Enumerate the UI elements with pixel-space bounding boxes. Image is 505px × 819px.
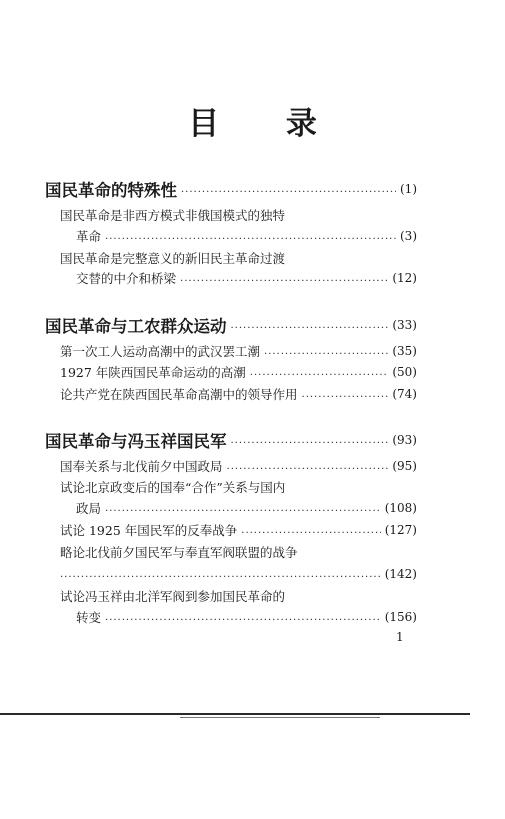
page-ref: (12) [392, 271, 417, 285]
toc-entry[interactable] [60, 477, 417, 497]
page-ref: (156) [384, 610, 417, 624]
page-ref: (74) [392, 387, 417, 401]
page-ref: (50) [392, 365, 417, 379]
page-ref: (142) [384, 567, 417, 581]
page-ref: (93) [392, 433, 417, 447]
toc-entry-continuation[interactable] [60, 564, 417, 584]
entry-title: 试论冯玉祥由北洋军阀到参加国民革命的 [60, 589, 286, 604]
toc-entry[interactable] [60, 248, 417, 268]
page-ref: (33) [392, 318, 417, 332]
leader-dots [227, 461, 389, 472]
entry-title-cont: 交替的中介和桥梁 [76, 271, 177, 286]
bottom-rule-secondary [180, 717, 380, 718]
toc-entry[interactable] [60, 520, 417, 540]
bottom-rule [0, 713, 470, 715]
toc-entry[interactable] [60, 205, 417, 225]
page-ref: (95) [392, 459, 417, 473]
entry-title: 论共产党在陕西国民革命高潮中的领导作用 [60, 387, 298, 402]
leader-dots [105, 612, 381, 623]
leader-dots [231, 435, 389, 446]
entry-title-cont: 政局 [76, 501, 102, 516]
toc-entry-continuation[interactable] [76, 607, 417, 627]
toc-entry[interactable] [60, 341, 417, 361]
section-heading[interactable] [45, 177, 417, 201]
toc-entry-continuation[interactable] [76, 498, 417, 518]
toc-entry[interactable] [60, 384, 417, 404]
page-title: 目 录 [188, 106, 345, 142]
entry-title: 略论北伐前夕国民军与奉直军阀联盟的战争 [60, 545, 298, 560]
leader-dots [241, 525, 380, 536]
entry-title: 国民革命是完整意义的新旧民主革命过渡 [60, 251, 286, 266]
leader-dots [181, 184, 396, 195]
entry-title-cont: 革命 [76, 229, 102, 244]
leader-dots [180, 273, 388, 284]
toc-entry[interactable] [60, 362, 417, 382]
page-ref: (35) [392, 344, 417, 358]
leader-dots [105, 503, 381, 514]
leader-dots [60, 569, 381, 580]
entry-title: 1927 年陕西国民革命运动的高潮 [60, 365, 246, 380]
entry-title-cont: 转变 [76, 610, 102, 625]
section-title: 国民革命与工农群众运动 [45, 317, 227, 336]
entry-title: 第一次工人运动高潮中的武汉罢工潮 [60, 344, 261, 359]
entry-title: 国民革命是非西方模式非俄国模式的独特 [60, 208, 286, 223]
toc-entry[interactable] [60, 586, 417, 606]
section-heading[interactable] [45, 428, 417, 452]
page-ref: (127) [384, 523, 417, 537]
entry-title: 国奉关系与北伐前夕中国政局 [60, 459, 223, 474]
entry-title: 试论 1925 年国民军的反奉战争 [60, 523, 238, 538]
toc-entry-continuation[interactable] [76, 268, 417, 288]
toc-entry[interactable] [60, 456, 417, 476]
leader-dots [250, 367, 389, 378]
toc-entry[interactable] [60, 542, 417, 562]
page-ref: (3) [400, 229, 417, 243]
section-title: 国民革命与冯玉祥国民军 [45, 432, 227, 451]
page-ref: (1) [400, 182, 417, 196]
section-heading[interactable] [45, 313, 417, 337]
page-ref: (108) [384, 501, 417, 515]
toc-entry-continuation[interactable] [76, 226, 417, 246]
leader-dots [105, 231, 396, 242]
section-title: 国民革命的特殊性 [45, 181, 177, 200]
leader-dots [231, 320, 389, 331]
leader-dots [302, 389, 389, 400]
entry-title: 试论北京政变后的国奉“合作”关系与国内 [60, 480, 286, 495]
page-number: 1 [396, 630, 404, 644]
leader-dots [264, 346, 388, 357]
